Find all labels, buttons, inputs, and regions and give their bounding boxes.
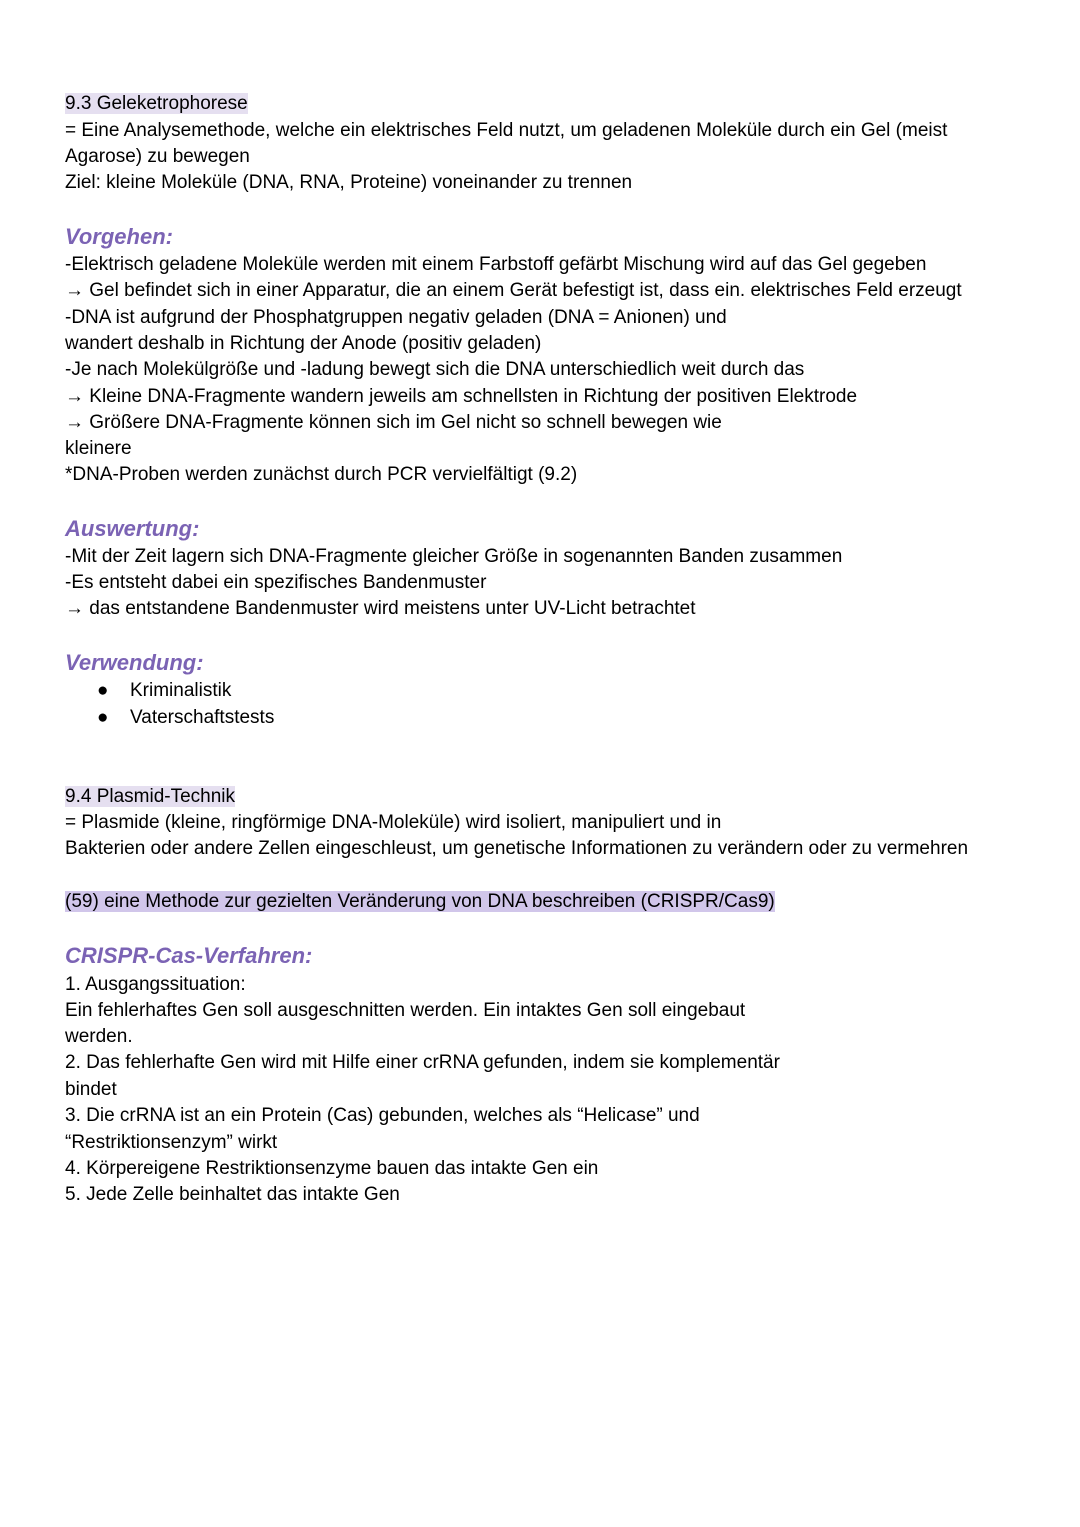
text-line: Ein fehlerhaftes Gen soll ausgeschnitten werden. Ein intaktes Gen soll eingebaut bbox=[65, 1000, 746, 1021]
text-line: 5. Jede Zelle beinhaltet das intakte Gen bbox=[65, 1184, 400, 1205]
text-line: Bakterien oder andere Zellen eingeschleust, um genetische Informationen zu verändern oder zu vermehren bbox=[65, 838, 969, 859]
text-line: “Restriktionsenzym” wirkt bbox=[65, 1132, 278, 1153]
heading-auswertung: Auswertung: bbox=[65, 516, 200, 541]
heading-vorgehen: Vorgehen: bbox=[65, 224, 173, 249]
definition-line: = Eine Analysemethode, welche ein elektrisches Feld nutzt, um geladenen Moleküle durch ein Gel (meist bbox=[65, 120, 948, 141]
goal-line: Ziel: kleine Moleküle (DNA, RNA, Proteine) voneinander zu trennen bbox=[65, 172, 633, 193]
text-line: kleinere bbox=[65, 438, 132, 459]
section-title-9-3: 9.3 Geleketrophorese bbox=[65, 93, 248, 114]
heading-crispr: CRISPR-Cas-Verfahren: bbox=[65, 943, 313, 968]
task-line: (59) eine Methode zur gezielten Veränderung von DNA beschreiben (CRISPR/Cas9) bbox=[65, 891, 775, 912]
text-line: 2. Das fehlerhafte Gen wird mit Hilfe einer crRNA gefunden, indem sie komplementär bbox=[65, 1052, 780, 1073]
list-item: Vaterschaftstests bbox=[130, 707, 275, 728]
text-line: -Mit der Zeit lagern sich DNA-Fragmente gleicher Größe in sogenannten Banden zusammen bbox=[65, 546, 843, 567]
text-line: werden. bbox=[65, 1026, 133, 1047]
text-line: wandert deshalb in Richtung der Anode (positiv geladen) bbox=[65, 333, 542, 354]
text-line: 1. Ausgangssituation: bbox=[65, 974, 246, 995]
text-line: → Gel befindet sich in einer Apparatur, die an einem Gerät befestigt ist, dass ein. elektrisches Feld erzeugt bbox=[65, 280, 962, 301]
text-line: 4. Körpereigene Restriktionsenzyme bauen das intakte Gen ein bbox=[65, 1158, 599, 1179]
text-line: -Elektrisch geladene Moleküle werden mit einem Farbstoff gefärbt Mischung wird auf das Gel gegeben bbox=[65, 254, 927, 275]
text-line: -Je nach Molekülgröße und -ladung bewegt sich die DNA unterschiedlich weit durch das bbox=[65, 359, 805, 380]
text-line: -Es entsteht dabei ein spezifisches Bandenmuster bbox=[65, 572, 487, 593]
text-line: bindet bbox=[65, 1079, 117, 1100]
definition-line: Agarose) zu bewegen bbox=[65, 146, 250, 167]
bullet-icon: ● bbox=[97, 707, 109, 728]
text-line: = Plasmide (kleine, ringförmige DNA-Moleküle) wird isoliert, manipuliert und in bbox=[65, 812, 722, 833]
text-line: *DNA-Proben werden zunächst durch PCR vervielfältigt (9.2) bbox=[65, 464, 578, 485]
text-line: 3. Die crRNA ist an ein Protein (Cas) gebunden, welches als “Helicase” und bbox=[65, 1105, 700, 1126]
list-item: Kriminalistik bbox=[130, 680, 232, 701]
section-title-9-4: 9.4 Plasmid-Technik bbox=[65, 786, 236, 807]
text-line: → Größere DNA-Fragmente können sich im Gel nicht so schnell bewegen wie bbox=[65, 412, 722, 433]
heading-verwendung: Verwendung: bbox=[65, 650, 204, 675]
bullet-icon: ● bbox=[97, 680, 109, 701]
text-line: -DNA ist aufgrund der Phosphatgruppen negativ geladen (DNA = Anionen) und bbox=[65, 307, 727, 328]
text-line: → das entstandene Bandenmuster wird meistens unter UV-Licht betrachtet bbox=[65, 598, 696, 619]
text-line: → Kleine DNA-Fragmente wandern jeweils am schnellsten in Richtung der positiven Elektrode bbox=[65, 386, 858, 407]
